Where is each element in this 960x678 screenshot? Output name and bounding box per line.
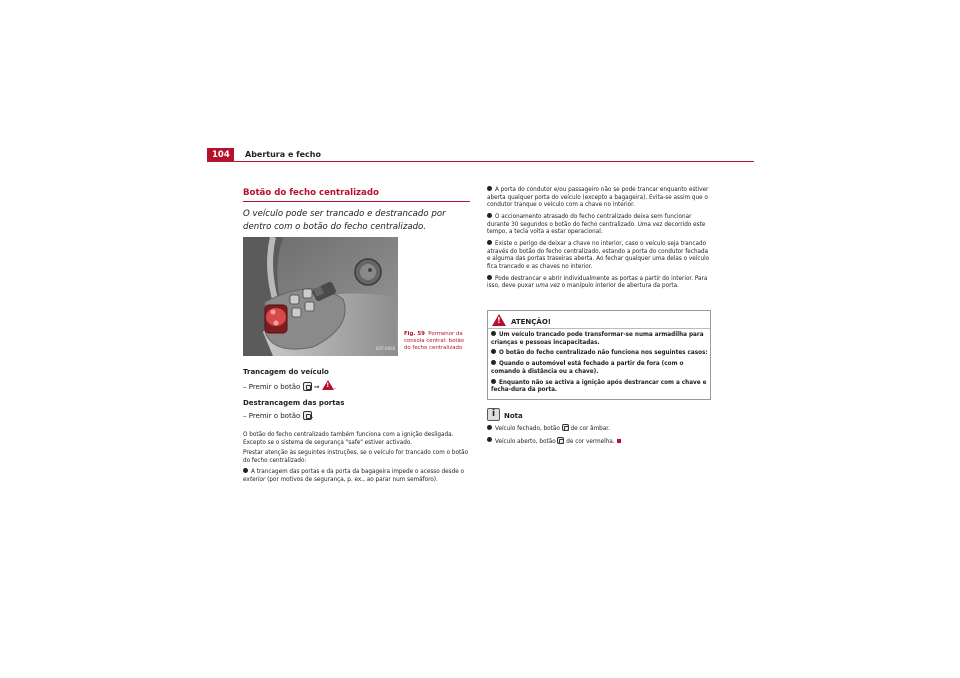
warning-item: O botão do fecho centralizado não funciona nos seguintes casos: bbox=[491, 349, 709, 358]
bullet-icon bbox=[491, 379, 496, 384]
bullet-icon bbox=[491, 331, 496, 336]
section-lead: O veículo pode ser trancado e destrancado por dentro com o botão do fecho centralizado. bbox=[243, 209, 446, 232]
bullet-item: O accionamento atrasado do fecho centralizado deixa sem funcionar durante 30 segundos o botão do fecho centralizado. Uma vez decorrido este tempo, a tecla volta a estar operacional. bbox=[487, 214, 706, 236]
bullet-item: Pode destrancar e abrir individualmente as portas a partir do interior. Para isso, deve puxar uma vez o manípulo interior de abertura da porta. bbox=[487, 275, 708, 290]
bullet-icon bbox=[487, 213, 492, 218]
bullet-item: A porta do condutor e/ou passageiro não se pode trancar enquanto estiver aberta qualquer porta do veículo (excepto a bagageira). Evita-se assim que o condutor tranque o veículo com a chave no interior. bbox=[487, 187, 709, 209]
bullet-icon bbox=[487, 240, 492, 245]
warning-box bbox=[487, 310, 711, 400]
warning-heading: !ATENÇÃO! bbox=[492, 314, 551, 326]
bullet-icon bbox=[487, 186, 492, 191]
locking-step: – Premir o botão ⇒ ! . bbox=[243, 380, 470, 391]
locking-block bbox=[243, 368, 470, 391]
lock-button-icon bbox=[303, 411, 312, 420]
chapter-title: Abertura e fecho bbox=[245, 150, 321, 159]
warning-item: Enquanto não se activa a ignição após destrancar com a chave e fecha-dura da porta. bbox=[491, 379, 707, 394]
note-body bbox=[487, 424, 711, 446]
lock-button-icon bbox=[303, 382, 312, 391]
header-divider bbox=[234, 161, 754, 162]
note-item: Veículo aberto, botão de cor vermelha. bbox=[487, 437, 711, 447]
bullet-icon bbox=[243, 468, 248, 473]
warning-item: Quando o automóvel está fechado a partir de fora (com o comando à distância ou a chave). bbox=[491, 361, 684, 375]
bullet-icon bbox=[487, 275, 492, 280]
unlocking-heading: Destrancagem das portas bbox=[243, 399, 345, 407]
bullet-icon bbox=[487, 437, 492, 442]
end-of-section-marker bbox=[617, 439, 621, 443]
figure-code: B5P-0666 bbox=[376, 346, 396, 351]
unlocking-step-text: – Premir o botão bbox=[243, 412, 301, 420]
figure-caption-text: Pormenor da consola central: botão do fecho centralizado bbox=[404, 331, 465, 351]
warning-body bbox=[491, 331, 709, 395]
paragraph: Prestar atenção às seguintes instruções, se o veículo for trancado com o botão do fecho centralizado: bbox=[243, 450, 469, 464]
note-item: Veículo fechado, botão de cor âmbar. bbox=[487, 424, 711, 434]
bullet-icon bbox=[487, 425, 492, 430]
unlocking-block bbox=[243, 399, 470, 420]
page-number: 104 bbox=[212, 150, 230, 160]
warning-triangle-icon bbox=[322, 380, 334, 390]
bullet-icon bbox=[491, 349, 496, 354]
section-divider bbox=[243, 201, 470, 202]
locking-heading: Trancagem do veículo bbox=[243, 368, 329, 376]
bullet-icon bbox=[491, 360, 496, 365]
lock-button-icon bbox=[562, 424, 569, 431]
lock-button-icon bbox=[557, 437, 564, 444]
info-note-icon bbox=[487, 408, 500, 421]
figure-number: Fig. 59 bbox=[404, 331, 425, 337]
warning-item: Um veículo trancado pode transformar-se numa armadilha para crianças e pessoas incapacitadas. bbox=[491, 332, 704, 346]
unlocking-step: – Premir o botão . bbox=[243, 412, 314, 420]
right-body bbox=[487, 186, 711, 291]
figure-caption bbox=[404, 331, 470, 352]
bullet-item: A trancagem das portas e da porta da bagageira impede o acesso desde o exterior (por motivos de segurança, p. ex., ao parar num semáforo). bbox=[243, 469, 465, 484]
reference-arrow: ⇒ bbox=[313, 383, 320, 391]
note-heading: iNota bbox=[487, 408, 523, 421]
bullet-item: Existe o perigo de deixar a chave no interior, caso o veículo seja trancado através do botão do fecho centralizado, estando a porta do condutor fechada e alguma das portas traseiras aberta. Ao fechar qualquer uma delas o veículo fica trancado e as chaves no interior. bbox=[487, 241, 710, 270]
section-title: Botão do fecho centralizado bbox=[243, 188, 379, 198]
warning-triangle-icon bbox=[492, 314, 506, 326]
warning-divider bbox=[488, 328, 710, 329]
locking-step-text: – Premir o botão bbox=[243, 383, 301, 391]
left-body bbox=[243, 432, 470, 485]
paragraph: O botão do fecho centralizado também funciona com a ignição desligada. Excepto se o sistema de segurança "safe" estiver activado. bbox=[243, 432, 454, 446]
central-lock-photo bbox=[243, 237, 398, 356]
section-intro bbox=[243, 188, 470, 233]
